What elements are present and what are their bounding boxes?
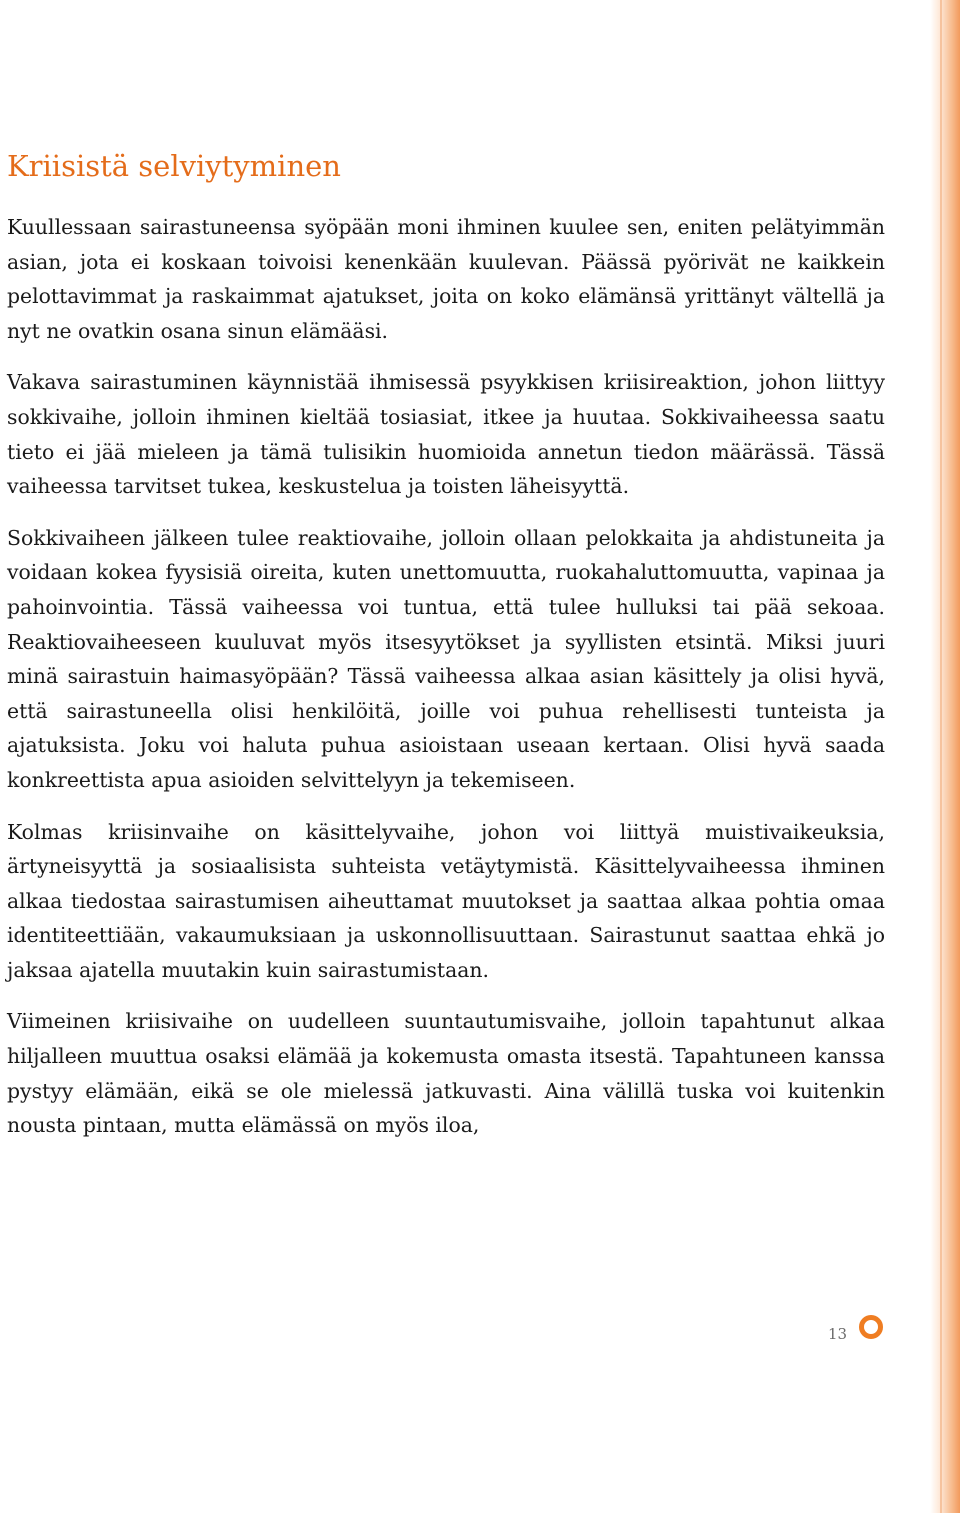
paragraph-shock-phase: Vakava sairastuminen käynnistää ihmisessä psyykkisen kriisireaktion, johon liittyy sokkivaihe, jolloin ihminen kieltää tosiasiat, itkee ja huutaa. Sokkivaiheessa saatu tieto ei jää mieleen ja tämä tulisikin huomioida annetun tiedon määrässä. Tässä vaiheessa tarvitset tukea, keskustelua ja toisten läheisyyttä. (7, 370, 885, 499)
page-edge-decoration (930, 0, 960, 1513)
page-number: 13 (828, 1325, 848, 1343)
paragraph-intro: Kuullessaan sairastuneensa syöpään moni ihminen kuulee sen, eniten pelätyimmän asian, jota ei koskaan toivoisi kenenkään kuulevan. Päässä pyörivät ne kaikkein pelottavimmat ja raskaimmat ajatukset, joita on koko elämänsä yrittänyt vältellä ja nyt ne ovatkin osana sinun elämääsi. (7, 215, 885, 343)
paragraph-reorientation-phase: Viimeinen kriisivaihe on uudelleen suuntautumisvaihe, jolloin tapahtunut alkaa hiljalleen muuttua osaksi elämää ja kokemusta omasta itsestä. Tapahtuneen kanssa pystyy elämään, eikä se ole mielessä jatkuvasti. Aina välillä tuska voi kuitenkin nousta pintaan, mutta elämässä on myös iloa, (7, 1009, 885, 1138)
document-body (7, 146, 885, 1160)
paragraph-reaction-phase: Sokkivaiheen jälkeen tulee reaktiovaihe, jolloin ollaan pelokkaita ja ahdistuneita ja voidaan kokea fyysisiä oireita, kuten unettomuutta, ruokahaluttomuutta, vapinaa ja pahoinvointia. Tässä vaiheessa voi tuntua, että tulee hulluksi tai pää sekoaa. Reaktiovaiheeseen kuuluvat myös itsesyytökset ja syyllisten etsintä. Miksi juuri minä sairastuin haimasyöpään? Tässä vaiheessa alkaa asian käsittely ja olisi hyvä, että sairastuneella olisi henkilöitä, joille voi puhua rehellisesti tunteista ja ajatuksista. Joku voi haluta puhua asioistaan useaan kertaan. Olisi hyvä saada konkreettista apua asioiden selvittelyyn ja tekemiseen. (7, 525, 885, 792)
paragraph-processing-phase: Kolmas kriisinvaihe on käsittelyvaihe, johon voi liittyä muistivaikeuksia, ärtyneisyyttä ja sosiaalisista suhteista vetäytymistä. Käsittelyvaiheessa ihminen alkaa tiedostaa sairastumisen aiheuttamat muutokset ja saattaa alkaa pohtia omaa identiteettiään, vakaumuksiaan ja uskonnollisuuttaan. Sairastunut saattaa ehkä jo jaksaa ajatella muutakin kuin sairastumistaan. (7, 819, 885, 982)
page-ring-icon (859, 1315, 883, 1339)
section-heading: Kriisistä selviytyminen (7, 149, 341, 183)
